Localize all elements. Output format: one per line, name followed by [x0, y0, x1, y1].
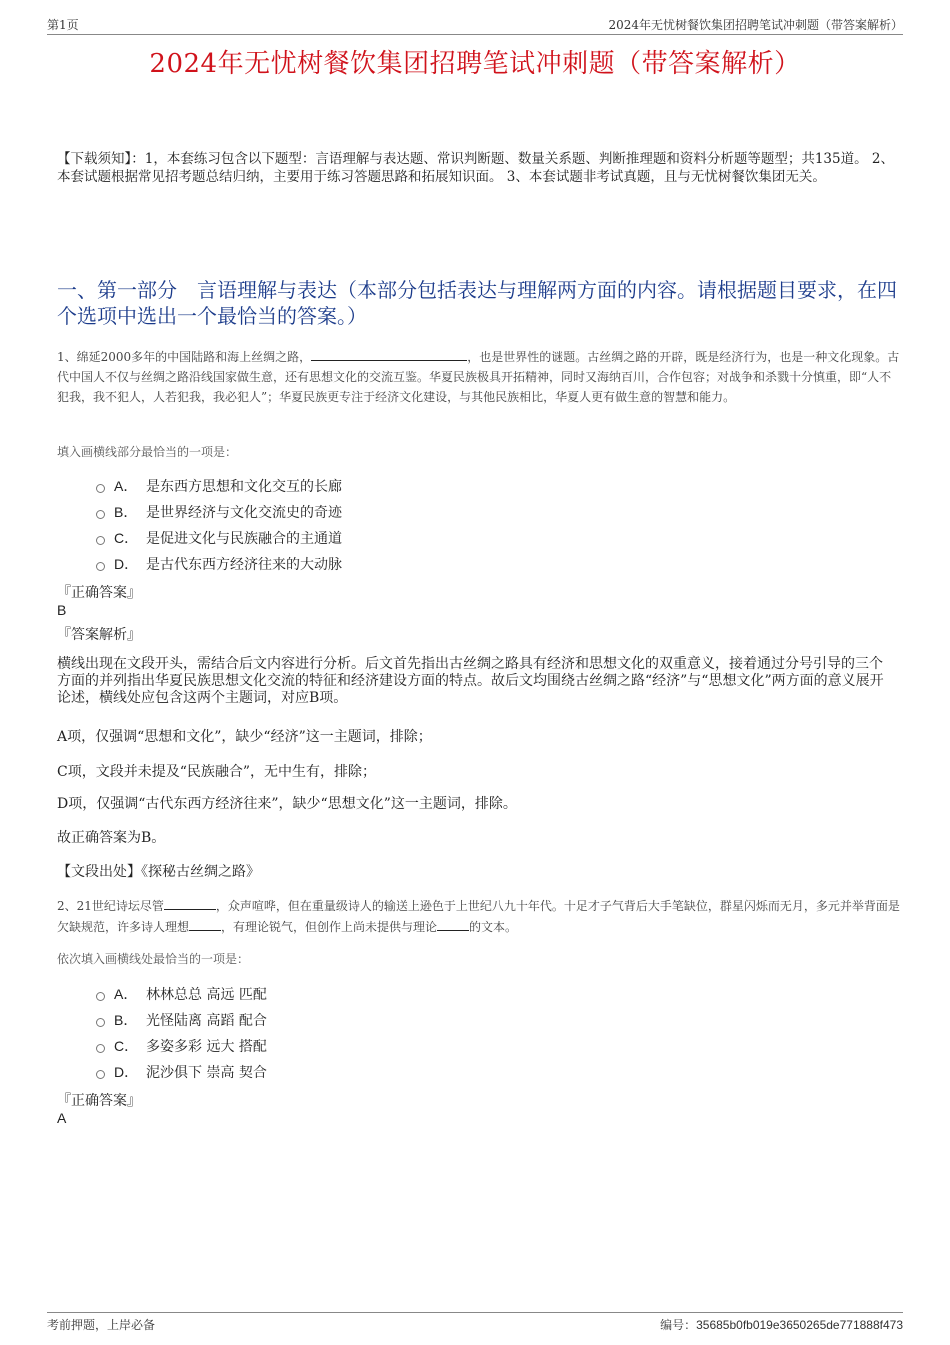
analysis-option-d: D项，仅强调“古代东西方经济往来”，缺少“思想文化”这一主题词，排除。 [57, 796, 517, 812]
passage-source: 【文段出处】《探秘古丝绸之路》 [57, 864, 260, 880]
radio-icon[interactable] [96, 510, 105, 519]
option-a[interactable]: A． 是东西方思想和文化交互的长廊 [96, 473, 342, 499]
question-1-options [96, 473, 342, 577]
correct-answer-label: 『正确答案』 [57, 1093, 141, 1109]
download-notice: 【下载须知】：1，本套练习包含以下题型：言语理解与表达题、常识判断题、数量关系题、判断推理题和资料分析题等题型；共135道。 2、本套试题根据常见招考题总结归纳，主要用于练习答题思路和拓展知识面。 3、本套试题非考试真题，且与无忧树餐饮集团无关。 [57, 151, 894, 185]
answer-blank [189, 916, 221, 931]
analysis-option-c: C项，文段并未提及“民族融合”，无中生有，排除； [57, 764, 377, 780]
correct-answer: B [57, 602, 67, 618]
radio-icon[interactable] [96, 1070, 105, 1079]
page-footer [47, 1312, 903, 1333]
analysis-conclusion: 故正确答案为B。 [57, 830, 166, 846]
header-doc-name: 2024年无忧树餐饮集团招聘笔试冲刺题（带答案解析） [608, 18, 903, 32]
option-a[interactable]: A． 林林总总 高远 匹配 [96, 981, 267, 1007]
correct-answer-label: 『正确答案』 [57, 585, 141, 601]
question-1-text: 1、绵延2000多年的中国陆路和海上丝绸之路， ，也是世界性的谜题。古丝绸之路的开辟，既是经济行为，也是一种文化现象。古代中国人不仅与丝绸之路沿线国家做生意，还有思想文化的交流互鉴。华夏民族极具开拓精神，同时又海纳百川，合作包容；对战争和杀戮十分慎重，即“人不犯我，我不犯人，人若犯我，我必犯人”；华夏民族更专注于经济文化建设，与其他民族相比，华夏人更有做生意的智慧和能力。 [57, 346, 900, 407]
analysis-option-a: A项，仅强调“思想和文化”，缺少“经济”这一主题词，排除； [57, 729, 432, 745]
answer-blank [437, 916, 469, 931]
question-2-instruction: 依次填入画横线处最恰当的一项是： [57, 952, 250, 966]
radio-icon[interactable] [96, 1018, 105, 1027]
analysis-text: 横线出现在文段开头，需结合后文内容进行分析。后文首先指出古丝绸之路具有经济和思想文化的双重意义，接着通过分号引导的三个方面的并列指出华夏民族思想文化交流的特征和经济建设方面的特点。故后文均围绕古丝绸之路“经济”与“思想文化”两方面的意义展开论述，横线处应包含这两个主题词，对应B项。 [57, 656, 884, 706]
correct-answer: A [57, 1110, 67, 1126]
page-header [47, 14, 903, 35]
section-title: 一、第一部分 言语理解与表达（本部分包括表达与理解两方面的内容。请根据题目要求，在四个选项中选出一个最恰当的答案。） [57, 278, 897, 328]
radio-icon[interactable] [96, 562, 105, 571]
radio-icon[interactable] [96, 1044, 105, 1053]
document-title: 2024年无忧树餐饮集团招聘笔试冲刺题（带答案解析） [149, 49, 801, 79]
footer-slogan: 考前押题，上岸必备 [47, 1318, 156, 1332]
footer-code: 编号：35685b0fb019e3650265de771888f473 [660, 1318, 903, 1332]
radio-icon[interactable] [96, 484, 105, 493]
answer-blank [311, 346, 467, 361]
page-number: 第1页 [47, 18, 79, 32]
analysis-label: 『答案解析』 [57, 627, 141, 643]
option-c[interactable]: C． 是促进文化与民族融合的主通道 [96, 525, 342, 551]
question-2-text: 2、21世纪诗坛尽管 ，众声喧哗，但在重量级诗人的输送上逊色于上世纪八九十年代。十足才子气背后大手笔缺位，群星闪烁而无月，多元并举背面是欠缺规范，许多诗人理想 ，有理论锐气，但创作上尚未提供与理论 的文本。 [57, 895, 900, 937]
option-c[interactable]: C． 多姿多彩 远大 搭配 [96, 1033, 267, 1059]
answer-blank [164, 895, 216, 910]
radio-icon[interactable] [96, 536, 105, 545]
radio-icon[interactable] [96, 992, 105, 1001]
option-d[interactable]: D． 泥沙俱下 崇高 契合 [96, 1059, 267, 1085]
option-b[interactable]: B． 是世界经济与文化交流史的奇迹 [96, 499, 342, 525]
question-1-instruction: 填入画横线部分最恰当的一项是： [57, 445, 238, 459]
question-2-options [96, 981, 267, 1085]
option-d[interactable]: D． 是古代东西方经济往来的大动脉 [96, 551, 342, 577]
option-b[interactable]: B． 光怪陆离 高蹈 配合 [96, 1007, 267, 1033]
